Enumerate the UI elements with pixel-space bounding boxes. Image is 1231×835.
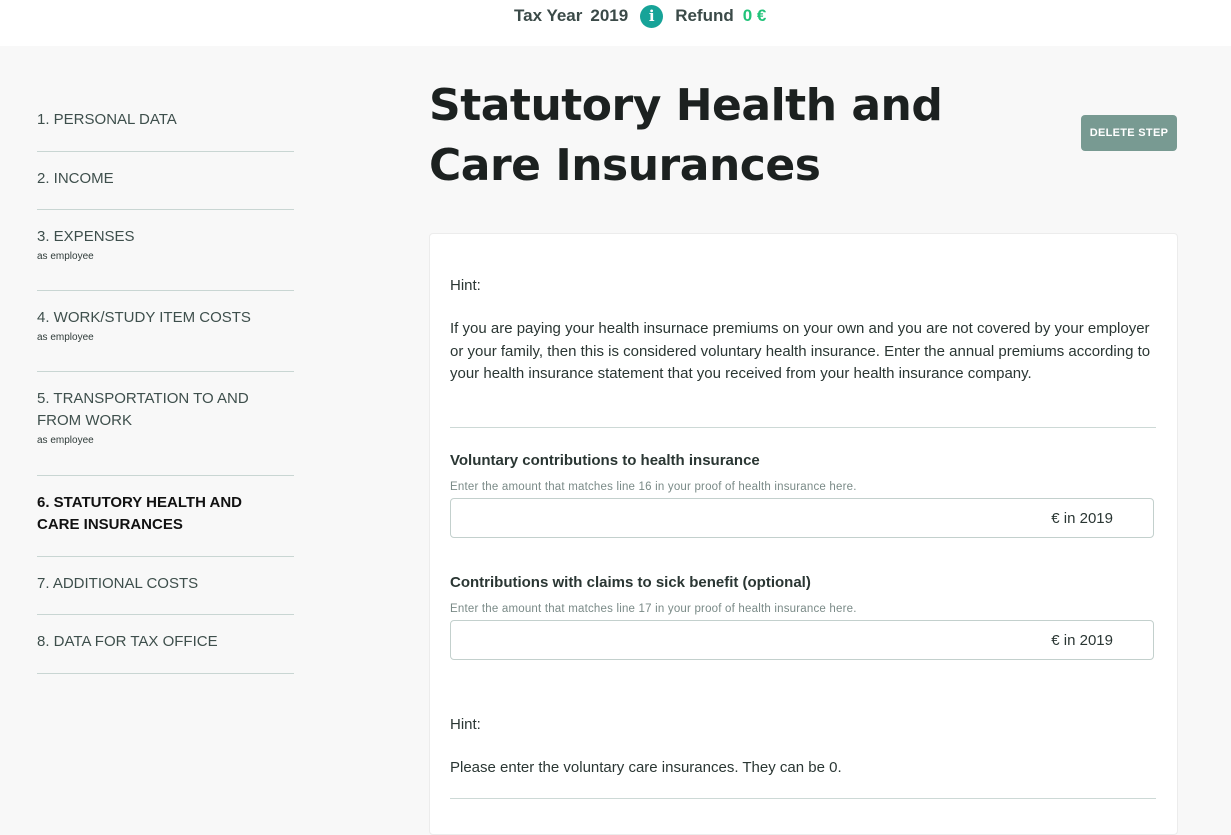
sidebar-item-label: 7. ADDITIONAL COSTS	[37, 575, 199, 592]
sidebar-item-label: 5. TRANSPORTATION TO AND FROM WORK	[37, 390, 249, 429]
hint-text: Please enter the voluntary care insurances. They can be 0.	[450, 759, 842, 776]
currency-unit: € in 2019	[1051, 510, 1113, 527]
sidebar-item-income[interactable]	[37, 152, 294, 210]
sick-benefit-label: Contributions with claims to sick benefit (optional)	[450, 574, 811, 591]
sidebar-item-additional-costs[interactable]	[37, 557, 294, 615]
hint-title: Hint:	[450, 277, 481, 294]
refund-label: Refund	[675, 6, 734, 25]
sidebar-item-expenses[interactable]	[37, 210, 294, 291]
sidebar-item-label: 4. WORK/STUDY ITEM COSTS	[37, 309, 251, 326]
form-card	[429, 233, 1178, 835]
voluntary-contributions-input[interactable]	[461, 499, 1045, 537]
hint-title: Hint:	[450, 716, 481, 733]
sidebar-item-label: 6. STATUTORY HEALTH AND CARE INSURANCES	[37, 494, 243, 533]
page-title: Statutory Health and Care Insurances	[429, 80, 943, 191]
tax-summary	[514, 4, 766, 28]
info-icon[interactable]: i	[640, 5, 663, 28]
hint-text: If you are paying your health insurnace premiums on your own and you are not covered by your employer or your family, then this is considered voluntary health insurance. Enter the annual premiums according to your health insurance statement that you received from your health insurance company.	[450, 320, 1151, 382]
sidebar-item-label: 2. INCOME	[37, 170, 114, 187]
tax-year-label: Tax Year	[514, 6, 583, 25]
sidebar-item-personal-data[interactable]	[37, 98, 294, 152]
voluntary-contributions-label: Voluntary contributions to health insurance	[450, 452, 760, 469]
divider	[450, 798, 1156, 799]
sidebar-item-sublabel: as employee	[37, 251, 94, 262]
delete-step-button[interactable]: DELETE STEP	[1081, 115, 1177, 151]
voluntary-contributions-field[interactable]	[450, 498, 1154, 538]
refund-value: 0 €	[742, 6, 767, 25]
sidebar-item-sublabel: as employee	[37, 435, 94, 446]
sidebar-item-transportation[interactable]	[37, 372, 294, 476]
voluntary-contributions-help: Enter the amount that matches line 16 in your proof of health insurance here.	[450, 481, 857, 493]
step-navigation	[37, 98, 294, 674]
sick-benefit-field[interactable]	[450, 620, 1154, 660]
sidebar-item-health-care-insurances[interactable]	[37, 476, 294, 557]
sidebar-item-sublabel: as employee	[37, 332, 94, 343]
sidebar-item-data-tax-office[interactable]	[37, 615, 294, 674]
sidebar-item-label: 3. EXPENSES	[37, 228, 135, 245]
tax-year-value: 2019	[590, 6, 629, 25]
sidebar-item-label: 1. PERSONAL DATA	[37, 111, 177, 128]
sick-benefit-input[interactable]	[461, 621, 1045, 659]
currency-unit: € in 2019	[1051, 632, 1113, 649]
divider	[450, 427, 1156, 428]
sick-benefit-help: Enter the amount that matches line 17 in your proof of health insurance here.	[450, 603, 857, 615]
sidebar-item-label: 8. DATA FOR TAX OFFICE	[37, 633, 218, 650]
top-bar	[0, 0, 1231, 46]
sidebar-item-work-study-costs[interactable]	[37, 291, 294, 372]
